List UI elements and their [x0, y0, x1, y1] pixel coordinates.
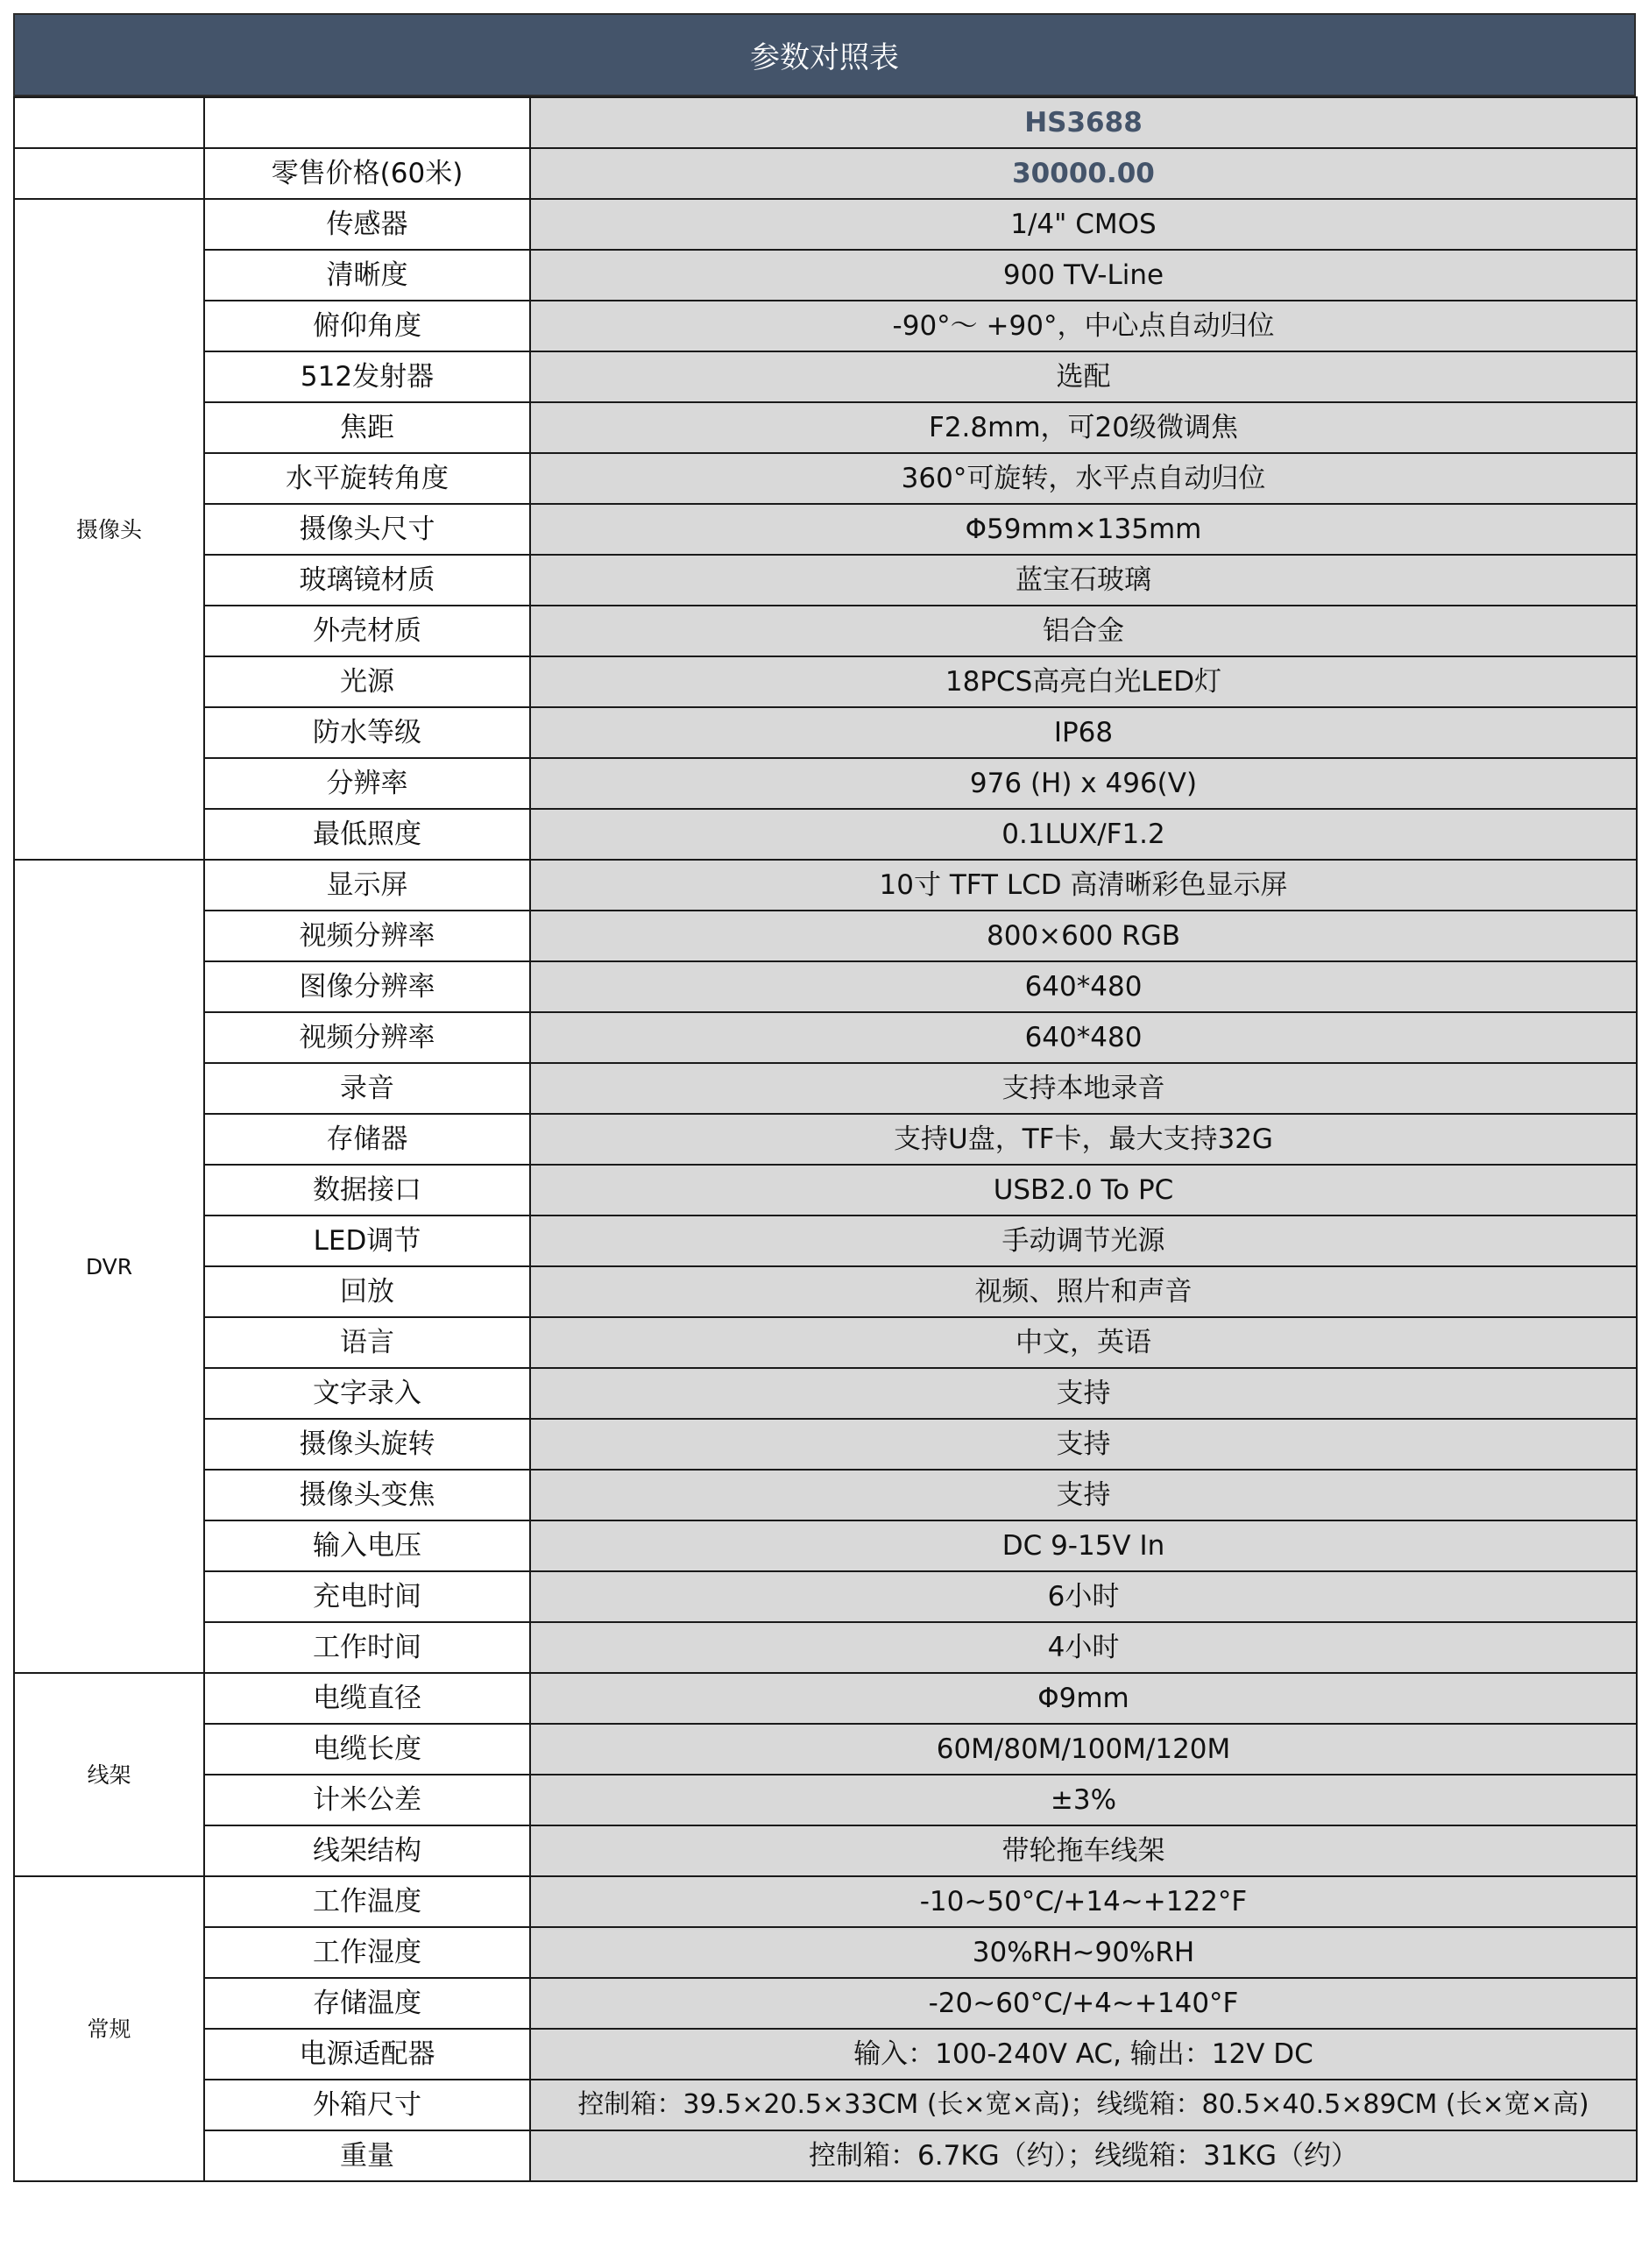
param-value: 18PCS高亮白光LED灯: [530, 656, 1637, 707]
group-label: 摄像头: [14, 199, 204, 860]
param-value: 控制箱：6.7KG（约）；线缆箱：31KG（约）: [530, 2130, 1637, 2181]
group-label: DVR: [14, 860, 204, 1673]
param-name: 线架结构: [204, 1825, 530, 1876]
param-value: 6小时: [530, 1571, 1637, 1622]
spec-row: [14, 758, 1637, 809]
param-value: 900 TV-Line: [530, 250, 1637, 301]
spec-row: [14, 1165, 1637, 1216]
param-name: 存储器: [204, 1114, 530, 1165]
spec-row: [14, 1419, 1637, 1470]
param-value: 输入：100-240V AC, 输出：12V DC: [530, 2029, 1637, 2080]
param-value: 支持本地录音: [530, 1063, 1637, 1114]
param-value: -20~60°C/+4~+140°F: [530, 1978, 1637, 2029]
param-value: 0.1LUX/F1.2: [530, 809, 1637, 860]
spec-row: [14, 606, 1637, 656]
param-name: 存储温度: [204, 1978, 530, 2029]
spec-row: [14, 504, 1637, 555]
param-name: 摄像头旋转: [204, 1419, 530, 1470]
param-value: -10~50°C/+14~+122°F: [530, 1876, 1637, 1927]
model-name: HS3688: [530, 97, 1637, 148]
spec-row: [14, 1114, 1637, 1165]
spec-row: [14, 1216, 1637, 1266]
param-value: 支持: [530, 1419, 1637, 1470]
param-name: 电源适配器: [204, 2029, 530, 2080]
param-name: 摄像头变焦: [204, 1470, 530, 1520]
param-name: 最低照度: [204, 809, 530, 860]
spec-row: [14, 199, 1637, 250]
spec-row: [14, 2029, 1637, 2080]
param-value: 640*480: [530, 1012, 1637, 1063]
spec-row: [14, 2130, 1637, 2181]
spec-row: [14, 1470, 1637, 1520]
spec-row: [14, 961, 1637, 1012]
table-title: 参数对照表: [13, 13, 1636, 96]
param-name: 分辨率: [204, 758, 530, 809]
empty-cell: [14, 148, 204, 199]
param-value: 铝合金: [530, 606, 1637, 656]
spec-row: [14, 1775, 1637, 1825]
spec-row: [14, 1825, 1637, 1876]
spec-row: [14, 1520, 1637, 1571]
param-name: 文字录入: [204, 1368, 530, 1419]
param-name: 重量: [204, 2130, 530, 2181]
spec-table-body: [14, 97, 1637, 2181]
param-value: Φ9mm: [530, 1673, 1637, 1724]
spec-row: [14, 1673, 1637, 1724]
param-name: 外壳材质: [204, 606, 530, 656]
spec-row: [14, 1978, 1637, 2029]
param-value: 10寸 TFT LCD 高清晰彩色显示屏: [530, 860, 1637, 911]
param-value: 360°可旋转，水平点自动归位: [530, 453, 1637, 504]
param-name: 工作湿度: [204, 1927, 530, 1978]
group-label: 线架: [14, 1673, 204, 1876]
param-name: 图像分辨率: [204, 961, 530, 1012]
param-value: 支持: [530, 1368, 1637, 1419]
param-value: DC 9-15V In: [530, 1520, 1637, 1571]
spec-row: [14, 1571, 1637, 1622]
group-label: 常规: [14, 1876, 204, 2181]
param-value: USB2.0 To PC: [530, 1165, 1637, 1216]
spec-row: [14, 1724, 1637, 1775]
price-label: 零售价格(60米): [204, 148, 530, 199]
spec-row: [14, 1876, 1637, 1927]
param-name: 工作时间: [204, 1622, 530, 1673]
param-name: 玻璃镜材质: [204, 555, 530, 606]
param-name: 水平旋转角度: [204, 453, 530, 504]
spec-row: [14, 911, 1637, 961]
param-name: 充电时间: [204, 1571, 530, 1622]
param-value: 30%RH~90%RH: [530, 1927, 1637, 1978]
spec-row: [14, 809, 1637, 860]
spec-row: [14, 1012, 1637, 1063]
param-value: 视频、照片和声音: [530, 1266, 1637, 1317]
param-name: 视频分辨率: [204, 911, 530, 961]
param-name: 输入电压: [204, 1520, 530, 1571]
param-value: F2.8mm，可20级微调焦: [530, 402, 1637, 453]
param-name: 清晰度: [204, 250, 530, 301]
spec-table: [13, 96, 1638, 2182]
spec-row: [14, 1622, 1637, 1673]
param-value: 支持U盘，TF卡，最大支持32G: [530, 1114, 1637, 1165]
param-name: 电缆长度: [204, 1724, 530, 1775]
param-name: 焦距: [204, 402, 530, 453]
param-name: 录音: [204, 1063, 530, 1114]
empty-cell: [14, 97, 204, 148]
param-value: 60M/80M/100M/120M: [530, 1724, 1637, 1775]
param-name: 光源: [204, 656, 530, 707]
model-row: [14, 97, 1637, 148]
param-value: 800×600 RGB: [530, 911, 1637, 961]
spec-row: [14, 707, 1637, 758]
param-value: 4小时: [530, 1622, 1637, 1673]
spec-row: [14, 351, 1637, 402]
param-name: 计米公差: [204, 1775, 530, 1825]
param-name: 防水等级: [204, 707, 530, 758]
param-name: 回放: [204, 1266, 530, 1317]
spec-row: [14, 1368, 1637, 1419]
param-name: 电缆直径: [204, 1673, 530, 1724]
empty-cell: [204, 97, 530, 148]
spec-row: [14, 402, 1637, 453]
param-name: LED调节: [204, 1216, 530, 1266]
param-name: 数据接口: [204, 1165, 530, 1216]
param-name: 外箱尺寸: [204, 2080, 530, 2130]
param-name: 显示屏: [204, 860, 530, 911]
spec-sheet: [13, 13, 1636, 2182]
param-value: 带轮拖车线架: [530, 1825, 1637, 1876]
spec-row: [14, 1063, 1637, 1114]
param-name: 传感器: [204, 199, 530, 250]
spec-row: [14, 301, 1637, 351]
spec-row: [14, 1317, 1637, 1368]
param-value: 1/4" CMOS: [530, 199, 1637, 250]
param-name: 工作温度: [204, 1876, 530, 1927]
param-value: IP68: [530, 707, 1637, 758]
spec-row: [14, 555, 1637, 606]
param-value: ±3%: [530, 1775, 1637, 1825]
spec-row: [14, 453, 1637, 504]
param-name: 视频分辨率: [204, 1012, 530, 1063]
param-name: 俯仰角度: [204, 301, 530, 351]
param-value: 976 (H) x 496(V): [530, 758, 1637, 809]
param-value: 手动调节光源: [530, 1216, 1637, 1266]
param-name: 语言: [204, 1317, 530, 1368]
param-name: 512发射器: [204, 351, 530, 402]
param-value: -90°～ +90°，中心点自动归位: [530, 301, 1637, 351]
param-value: 中文，英语: [530, 1317, 1637, 1368]
param-value: 蓝宝石玻璃: [530, 555, 1637, 606]
price-row: [14, 148, 1637, 199]
spec-row: [14, 860, 1637, 911]
spec-row: [14, 250, 1637, 301]
spec-row: [14, 656, 1637, 707]
spec-row: [14, 1927, 1637, 1978]
param-name: 摄像头尺寸: [204, 504, 530, 555]
param-value: 控制箱：39.5×20.5×33CM (长×宽×高)；线缆箱：80.5×40.5×89CM (长×宽×高): [530, 2080, 1637, 2130]
spec-row: [14, 1266, 1637, 1317]
param-value: Φ59mm×135mm: [530, 504, 1637, 555]
param-value: 640*480: [530, 961, 1637, 1012]
price-value: 30000.00: [530, 148, 1637, 199]
spec-row: [14, 2080, 1637, 2130]
param-value: 选配: [530, 351, 1637, 402]
param-value: 支持: [530, 1470, 1637, 1520]
